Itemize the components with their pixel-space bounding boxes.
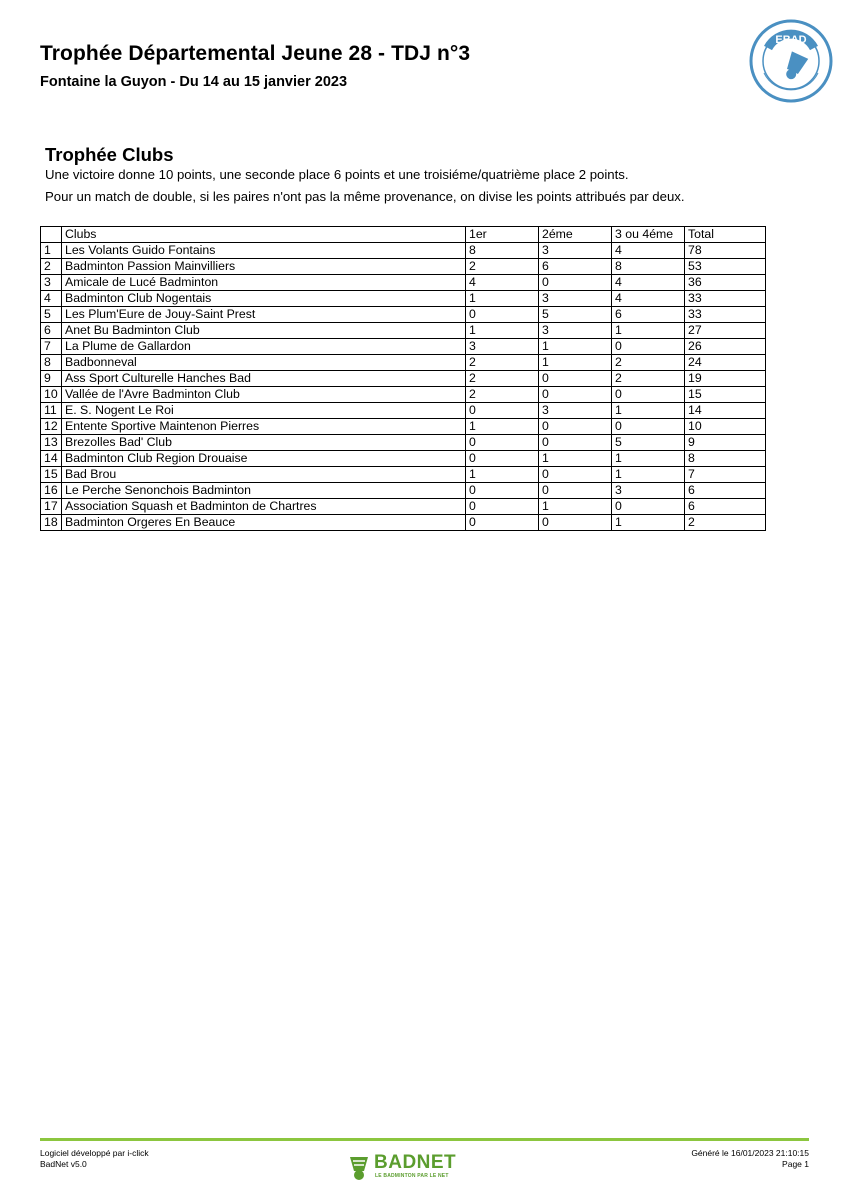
cell-first: 0 xyxy=(466,307,539,323)
table-header-row xyxy=(41,227,766,243)
cell-third: 2 xyxy=(612,371,685,387)
rules-line-1: Une victoire donne 10 points, une seconde place 6 points et une troisiéme/quatrième place 2 points. xyxy=(45,167,629,182)
cell-rank: 2 xyxy=(41,259,62,275)
rules-line-2: Pour un match de double, si les paires n'ont pas la même provenance, on divise les points attribués par deux. xyxy=(45,189,685,204)
cell-rank: 4 xyxy=(41,291,62,307)
cell-second: 3 xyxy=(539,403,612,419)
cell-third: 4 xyxy=(612,291,685,307)
cell-club: Les Plum'Eure de Jouy-Saint Prest xyxy=(62,307,466,323)
cell-third: 1 xyxy=(612,515,685,531)
cell-club: La Plume de Gallardon xyxy=(62,339,466,355)
cell-second: 6 xyxy=(539,259,612,275)
cell-third: 8 xyxy=(612,259,685,275)
cell-rank: 18 xyxy=(41,515,62,531)
table-row xyxy=(41,355,766,371)
cell-third: 1 xyxy=(612,403,685,419)
cell-first: 0 xyxy=(466,403,539,419)
footer-page: Page 1 xyxy=(782,1159,809,1169)
cell-rank: 7 xyxy=(41,339,62,355)
cell-second: 1 xyxy=(539,499,612,515)
cell-second: 1 xyxy=(539,451,612,467)
table-row xyxy=(41,275,766,291)
section-title: Trophée Clubs xyxy=(45,144,174,165)
cell-second: 0 xyxy=(539,387,612,403)
table-row xyxy=(41,307,766,323)
cell-second: 0 xyxy=(539,515,612,531)
cell-first: 1 xyxy=(466,291,539,307)
cell-total: 27 xyxy=(685,323,766,339)
cell-third: 1 xyxy=(612,323,685,339)
cell-third: 0 xyxy=(612,339,685,355)
cell-club: Badminton Club Nogentais xyxy=(62,291,466,307)
cell-third: 4 xyxy=(612,243,685,259)
cell-first: 4 xyxy=(466,275,539,291)
cell-club: Amicale de Lucé Badminton xyxy=(62,275,466,291)
cell-club: Badminton Passion Mainvilliers xyxy=(62,259,466,275)
table-row xyxy=(41,339,766,355)
badnet-wordmark: BADNET xyxy=(374,1152,457,1173)
cell-first: 0 xyxy=(466,435,539,451)
cell-first: 2 xyxy=(466,371,539,387)
cell-rank: 3 xyxy=(41,275,62,291)
cell-third: 0 xyxy=(612,387,685,403)
footer-divider xyxy=(40,1138,809,1141)
shuttlecock-icon xyxy=(346,1153,372,1181)
cell-total: 24 xyxy=(685,355,766,371)
cell-club: Brezolles Bad' Club xyxy=(62,435,466,451)
cell-club: Entente Sportive Maintenon Pierres xyxy=(62,419,466,435)
cell-total: 33 xyxy=(685,291,766,307)
header-third-fourth: 3 ou 4éme xyxy=(612,227,685,243)
cell-second: 1 xyxy=(539,355,612,371)
footer-developer: Logiciel développé par i-click xyxy=(40,1148,149,1158)
header-rank xyxy=(41,227,62,243)
cell-club: Bad Brou xyxy=(62,467,466,483)
cell-rank: 9 xyxy=(41,371,62,387)
footer-version: BadNet v5.0 xyxy=(40,1159,87,1169)
cell-total: 15 xyxy=(685,387,766,403)
cell-first: 1 xyxy=(466,419,539,435)
cell-club: Association Squash et Badminton de Chartres xyxy=(62,499,466,515)
cell-total: 33 xyxy=(685,307,766,323)
cell-second: 3 xyxy=(539,243,612,259)
table-row xyxy=(41,323,766,339)
cell-club: Badminton Orgeres En Beauce xyxy=(62,515,466,531)
cell-first: 0 xyxy=(466,483,539,499)
cell-total: 7 xyxy=(685,467,766,483)
cell-second: 5 xyxy=(539,307,612,323)
cell-total: 19 xyxy=(685,371,766,387)
cell-club: Badbonneval xyxy=(62,355,466,371)
table-row xyxy=(41,291,766,307)
header-clubs: Clubs xyxy=(62,227,466,243)
cell-total: 36 xyxy=(685,275,766,291)
cell-second: 0 xyxy=(539,275,612,291)
cell-total: 6 xyxy=(685,499,766,515)
cell-club: Badminton Club Region Drouaise xyxy=(62,451,466,467)
cell-first: 1 xyxy=(466,467,539,483)
table-row xyxy=(41,387,766,403)
cell-rank: 8 xyxy=(41,355,62,371)
cell-rank: 17 xyxy=(41,499,62,515)
cell-total: 14 xyxy=(685,403,766,419)
cell-total: 78 xyxy=(685,243,766,259)
cell-third: 6 xyxy=(612,307,685,323)
footer-generated: Généré le 16/01/2023 21:10:15 xyxy=(691,1148,809,1158)
badnet-tagline: LE BADMINTON PAR LE NET xyxy=(375,1173,449,1179)
cell-second: 0 xyxy=(539,435,612,451)
table-row xyxy=(41,371,766,387)
cell-second: 0 xyxy=(539,419,612,435)
cell-first: 0 xyxy=(466,499,539,515)
table-row xyxy=(41,259,766,275)
cell-first: 1 xyxy=(466,323,539,339)
table-row xyxy=(41,515,766,531)
cell-first: 2 xyxy=(466,387,539,403)
cell-first: 2 xyxy=(466,355,539,371)
ebad-logo xyxy=(748,18,834,104)
table-row xyxy=(41,499,766,515)
cell-rank: 12 xyxy=(41,419,62,435)
cell-rank: 16 xyxy=(41,483,62,499)
cell-third: 3 xyxy=(612,483,685,499)
cell-club: Vallée de l'Avre Badminton Club xyxy=(62,387,466,403)
clubs-ranking-table xyxy=(40,226,766,531)
cell-rank: 10 xyxy=(41,387,62,403)
cell-first: 3 xyxy=(466,339,539,355)
table-row xyxy=(41,419,766,435)
cell-second: 3 xyxy=(539,323,612,339)
cell-third: 1 xyxy=(612,451,685,467)
cell-third: 4 xyxy=(612,275,685,291)
cell-club: Anet Bu Badminton Club xyxy=(62,323,466,339)
cell-total: 6 xyxy=(685,483,766,499)
cell-rank: 5 xyxy=(41,307,62,323)
cell-third: 5 xyxy=(612,435,685,451)
cell-third: 1 xyxy=(612,467,685,483)
table-row xyxy=(41,467,766,483)
cell-second: 0 xyxy=(539,371,612,387)
cell-total: 10 xyxy=(685,419,766,435)
cell-rank: 15 xyxy=(41,467,62,483)
cell-first: 0 xyxy=(466,451,539,467)
table-row xyxy=(41,451,766,467)
cell-third: 0 xyxy=(612,419,685,435)
cell-total: 8 xyxy=(685,451,766,467)
cell-second: 0 xyxy=(539,483,612,499)
cell-second: 3 xyxy=(539,291,612,307)
cell-first: 2 xyxy=(466,259,539,275)
cell-second: 1 xyxy=(539,339,612,355)
header-first: 1er xyxy=(466,227,539,243)
event-subtitle: Fontaine la Guyon - Du 14 au 15 janvier 2023 xyxy=(40,74,348,90)
header-second: 2éme xyxy=(539,227,612,243)
cell-first: 8 xyxy=(466,243,539,259)
cell-total: 2 xyxy=(685,515,766,531)
logo-ebad-text: EBAD xyxy=(775,34,807,46)
cell-total: 26 xyxy=(685,339,766,355)
cell-third: 0 xyxy=(612,499,685,515)
cell-rank: 11 xyxy=(41,403,62,419)
table-row xyxy=(41,435,766,451)
cell-rank: 13 xyxy=(41,435,62,451)
footer-left xyxy=(40,1148,149,1170)
cell-total: 53 xyxy=(685,259,766,275)
cell-first: 0 xyxy=(466,515,539,531)
cell-rank: 1 xyxy=(41,243,62,259)
cell-rank: 6 xyxy=(41,323,62,339)
cell-rank: 14 xyxy=(41,451,62,467)
page-title: Trophée Départemental Jeune 28 - TDJ n°3 xyxy=(40,42,471,65)
cell-club: Ass Sport Culturelle Hanches Bad xyxy=(62,371,466,387)
table-row xyxy=(41,243,766,259)
table-row xyxy=(41,403,766,419)
header-total: Total xyxy=(685,227,766,243)
cell-club: Les Volants Guido Fontains xyxy=(62,243,466,259)
cell-total: 9 xyxy=(685,435,766,451)
badnet-logo xyxy=(346,1152,466,1182)
table-row xyxy=(41,483,766,499)
footer-right xyxy=(691,1148,809,1170)
cell-second: 0 xyxy=(539,467,612,483)
cell-club: Le Perche Senonchois Badminton xyxy=(62,483,466,499)
cell-club: E. S. Nogent Le Roi xyxy=(62,403,466,419)
cell-third: 2 xyxy=(612,355,685,371)
